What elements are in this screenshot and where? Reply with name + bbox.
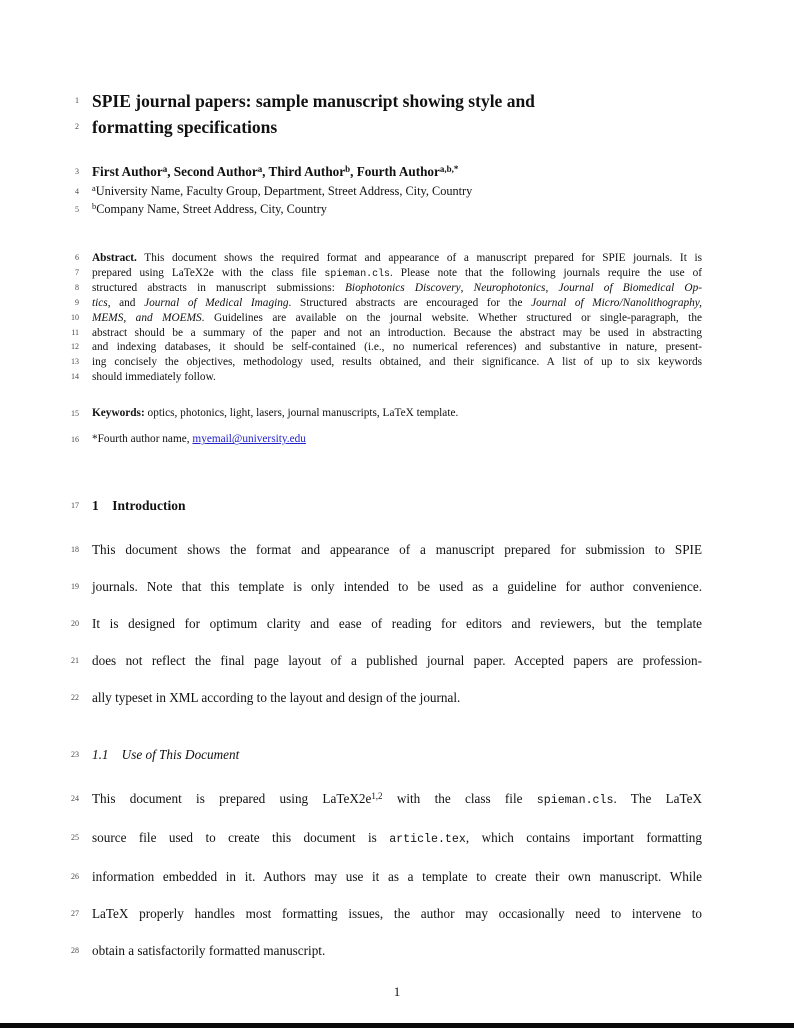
line-text: [92, 311, 702, 326]
text-segment: This document shows the required format and appearance of a manuscript prepared for SPIE journals. It is: [136, 252, 702, 264]
text-segment: This document is prepared using LaTeX2e: [92, 791, 372, 807]
line-text: [92, 858, 702, 895]
line-text: [92, 370, 702, 385]
text-segment: b: [345, 163, 351, 174]
text-segment: SPIE journal papers: sample manuscript showing style and: [92, 91, 535, 111]
text-segment: a,b,*: [439, 163, 459, 174]
line-number: 4: [75, 187, 79, 196]
block-abstract: [71, 251, 702, 384]
text-segment: Journal of Medical Imaging: [144, 297, 289, 310]
line-8: [75, 281, 702, 296]
text-segment: *Fourth author name,: [92, 433, 193, 446]
text-segment: with the class file: [382, 791, 537, 807]
text-segment: should immediately follow.: [92, 370, 216, 383]
line-5: [75, 201, 702, 219]
line-15: [71, 406, 702, 421]
text-segment: First Author: [92, 164, 163, 179]
block-body: [71, 780, 703, 969]
line-number: 18: [71, 545, 79, 555]
line-number: 12: [71, 342, 79, 352]
line-28: [71, 932, 702, 969]
text-segment: . Guidelines are available on the journal website. Whether structured or single-paragraph, the: [201, 311, 702, 324]
block-authors: [75, 162, 702, 183]
line-number: 9: [75, 298, 79, 308]
line-2: [75, 114, 702, 140]
block-affiliations: [75, 183, 702, 219]
line-24: [71, 780, 703, 819]
text-segment: Journal of Biomedical Op-: [558, 282, 702, 295]
block-section: [71, 497, 702, 515]
line-text: [92, 296, 702, 311]
line-17: [71, 497, 702, 515]
line-text: [92, 531, 702, 568]
text-segment: , Second Author: [167, 164, 258, 179]
line-number: 28: [71, 946, 79, 956]
text-segment: , and: [107, 297, 145, 310]
text-segment: Journal of Micro/Nanolithography,: [531, 297, 702, 310]
line-number: 19: [71, 582, 79, 592]
line-text: [92, 406, 702, 421]
line-number: 11: [71, 327, 79, 337]
text-segment: 1 Introduction: [92, 498, 186, 514]
line-10: [71, 311, 702, 326]
line-text: [92, 819, 702, 858]
line-number: 1: [75, 96, 79, 105]
line-9: [75, 296, 702, 311]
line-number: 2: [75, 122, 79, 131]
line-text: [92, 326, 702, 341]
text-segment: , Fourth Author: [350, 164, 440, 179]
text-segment: This document shows the format and appearance of a manuscript prepared for submission to SPIE: [92, 542, 702, 558]
line-18: [71, 531, 702, 568]
text-segment: journals. Note that this template is only intended to be used as a guideline for author convenience.: [92, 579, 702, 595]
text-segment: information embedded in it. Authors may use it as a template to create their own manuscript. While: [92, 869, 702, 885]
text-segment: spieman.cls: [324, 267, 391, 279]
text-segment: optics, photonics, light, lasers, journal manuscripts, LaTeX template.: [144, 407, 459, 420]
line-1: [75, 88, 702, 114]
line-6: [75, 251, 702, 266]
line-7: [75, 266, 702, 282]
line-number: 15: [71, 409, 79, 419]
line-text: [92, 642, 702, 679]
block-note: [71, 432, 702, 447]
text-segment: . Structured abstracts are encouraged for the: [288, 297, 532, 310]
document-lines: [71, 88, 703, 1000]
line-20: [71, 605, 702, 642]
text-segment: does not reflect the final page layout of a published journal paper. Accepted papers are profession-: [92, 653, 702, 669]
text-segment: article.tex: [389, 833, 466, 847]
text-segment: formatting specifications: [92, 117, 278, 137]
line-text: [92, 281, 702, 296]
line-26: [71, 858, 702, 895]
line-text: [92, 895, 702, 932]
line-text: [92, 605, 702, 642]
line-13: [71, 355, 702, 370]
line-number: 16: [71, 435, 79, 445]
line-number: 25: [71, 833, 79, 843]
line-number: 21: [71, 656, 79, 666]
text-segment: source file used to create this document is: [92, 830, 390, 846]
text-segment: 1.1 Use of This Document: [92, 747, 240, 763]
line-number: 23: [71, 750, 79, 760]
block-body: [71, 531, 702, 716]
text-segment: , Third Author: [262, 164, 346, 179]
text-segment: LaTeX properly handles most formatting issues, the author may occasionally need to intervene to: [92, 906, 702, 922]
line-19: [71, 568, 702, 605]
text-segment: tics: [92, 297, 108, 310]
line-11: [71, 326, 702, 341]
line-text: [92, 568, 702, 605]
text-segment: abstract should be a summary of the paper and not an introduction. Because the abstract may be used in abstracting: [92, 326, 702, 339]
text-segment: ing concisely the objectives, methodology used, results obtained, and their significance. A list of up to six keywords: [92, 355, 702, 368]
text-segment: MEMS, and MOEMS: [92, 311, 202, 324]
line-text: [92, 201, 702, 219]
line-number: 26: [71, 872, 79, 882]
line-14: [71, 370, 702, 385]
page-number: 1: [393, 984, 401, 1000]
line-text: [92, 340, 702, 355]
line-23: [71, 746, 702, 764]
line-4: [75, 183, 702, 201]
email-link[interactable]: myemail@university.edu: [192, 433, 306, 446]
page-bottom-edge: [0, 1023, 794, 1028]
line-text: [92, 432, 702, 447]
line-text: [92, 679, 702, 716]
line-number: 6: [75, 253, 79, 262]
line-number: 13: [71, 356, 79, 366]
text-segment: obtain a satisfactorily formatted manuscript.: [92, 943, 326, 959]
line-number: 3: [75, 167, 79, 176]
text-segment: Biophotonics Discovery: [345, 282, 461, 295]
block-subsection: [71, 746, 702, 764]
block-keywords: [71, 406, 702, 421]
text-segment: ,: [545, 282, 559, 295]
text-segment: b: [92, 201, 97, 211]
line-number: 7: [75, 267, 79, 277]
text-segment: University Name, Faculty Group, Department, Street Address, City, Country: [95, 184, 473, 198]
text-segment: a: [162, 163, 168, 174]
text-segment: Abstract.: [92, 252, 137, 264]
line-text: [92, 355, 702, 370]
text-segment: prepared using LaTeX2e with the class file: [92, 266, 325, 279]
text-segment: Company Name, Street Address, City, Country: [96, 202, 327, 216]
text-segment: a: [257, 163, 263, 174]
text-segment: and indexing databases, it should be self-contained (i.e., no numerical references) and substantive in nature, present-: [92, 341, 702, 354]
text-segment: ,: [460, 282, 474, 295]
line-number: 8: [75, 283, 79, 293]
line-text: [92, 746, 702, 764]
line-number: 10: [71, 312, 79, 322]
line-text: [92, 183, 702, 201]
line-21: [71, 642, 702, 679]
line-text: [92, 251, 702, 266]
line-12: [71, 340, 702, 355]
text-segment: , which contains important formatting: [465, 830, 702, 846]
text-segment: 1,2: [371, 790, 383, 801]
line-text: [92, 932, 702, 969]
text-segment: structured abstracts in manuscript submissions:: [92, 282, 346, 295]
line-number: 5: [75, 205, 79, 214]
text-segment: . Please note that the following journals require the use of: [390, 266, 702, 279]
line-text: [92, 88, 702, 114]
text-segment: Neurophotonics: [473, 282, 546, 295]
line-22: [71, 679, 702, 716]
block-title: [75, 88, 702, 140]
line-number: 22: [71, 693, 79, 703]
text-segment: . The LaTeX: [613, 791, 703, 807]
line-number: 14: [71, 371, 79, 381]
text-segment: ally typeset in XML according to the layout and design of the journal.: [92, 690, 461, 706]
line-number: 20: [71, 619, 79, 629]
text-segment: spieman.cls: [536, 794, 614, 808]
text-segment: It is designed for optimum clarity and ease of reading for editors and reviewers, but the template: [92, 616, 702, 632]
text-segment: Keywords:: [92, 407, 145, 420]
line-number: 17: [71, 501, 79, 511]
text-segment: a: [92, 183, 96, 193]
line-text: [92, 497, 702, 515]
line-16: [71, 432, 702, 447]
line-number: 24: [71, 794, 79, 804]
line-25: [71, 819, 702, 858]
line-27: [71, 895, 702, 932]
line-3: [75, 162, 702, 183]
line-text: [92, 266, 702, 282]
line-text: [92, 114, 702, 140]
line-text: [92, 162, 702, 183]
line-text: [92, 780, 702, 819]
line-number: 27: [71, 909, 79, 919]
